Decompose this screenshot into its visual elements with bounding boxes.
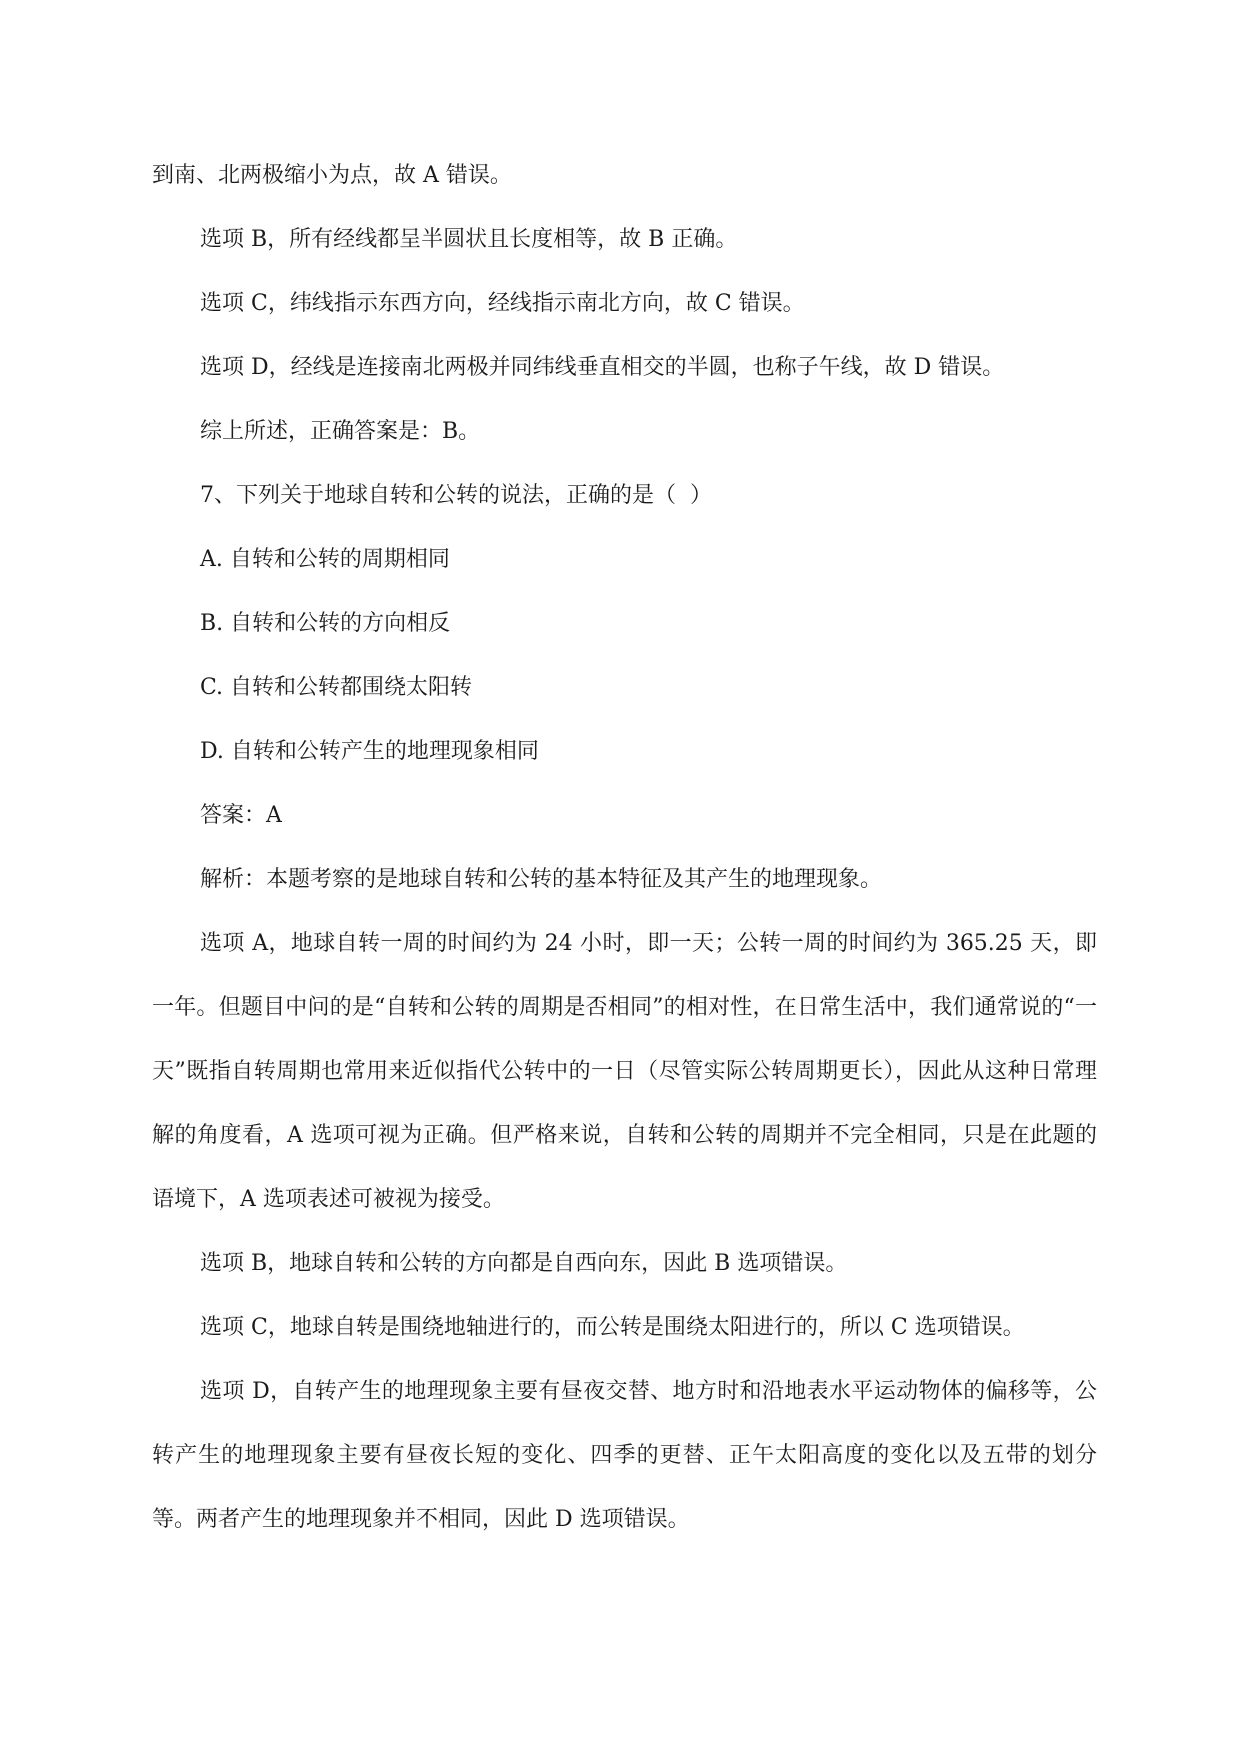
paragraph-continuation: 到南、北两极缩小为点，故 A 错误。	[152, 163, 512, 188]
question-7-option-d: D. 自转和公转产生的地理现象相同	[200, 739, 539, 764]
option-c-analysis: 选项 C，纬线指示东西方向，经线指示南北方向，故 C 错误。	[200, 291, 805, 316]
question-7-option-b-analysis: 选项 B，地球自转和公转的方向都是自西向东，因此 B 选项错误。	[200, 1251, 848, 1276]
summary-answer: 综上所述，正确答案是：B。	[200, 419, 481, 444]
option-d-analysis: 选项 D，经线是连接南北两极并同纬线垂直相交的半圆，也称子午线，故 D 错误。	[200, 355, 1005, 380]
question-7-option-b: B. 自转和公转的方向相反	[200, 611, 451, 636]
option-b-analysis: 选项 B，所有经线都呈半圆状且长度相等，故 B 正确。	[200, 227, 738, 252]
question-7-stem: 7、下列关于地球自转和公转的说法，正确的是（ ）	[200, 483, 712, 508]
question-7-option-a-analysis: 选项 A，地球自转一周的时间约为 24 小时，即一天；公转一周的时间约为 365.25 天，即一年。但题目中问的是“自转和公转的周期是否相同”的相对性，在日常生活中，我们通常说的“一天”既指自转周期也常用来近似指代公转中的一日（尽管实际公转周期更长），因此从这种日常理解的角度看，A 选项可视为正确。但严格来说，自转和公转的周期并不完全相同，只是在此题的语境下，A 选项表述可被视为接受。	[152, 931, 1097, 1212]
question-7-answer: 答案：A	[200, 803, 282, 828]
question-7-option-d-analysis: 选项 D，自转产生的地理现象主要有昼夜交替、地方时和沿地表水平运动物体的偏移等，公转产生的地理现象主要有昼夜长短的变化、四季的更替、正午太阳高度的变化以及五带的划分等。两者产生的地理现象并不相同，因此 D 选项错误。	[152, 1379, 1097, 1532]
question-7-option-c: C. 自转和公转都围绕太阳转	[200, 675, 473, 700]
question-7-analysis-intro: 解析：本题考察的是地球自转和公转的基本特征及其产生的地理现象。	[200, 867, 883, 892]
document-body	[152, 144, 1097, 1552]
question-7-option-a: A. 自转和公转的周期相同	[200, 547, 450, 572]
question-7-option-c-analysis: 选项 C，地球自转是围绕地轴进行的，而公转是围绕太阳进行的，所以 C 选项错误。	[200, 1315, 1025, 1340]
